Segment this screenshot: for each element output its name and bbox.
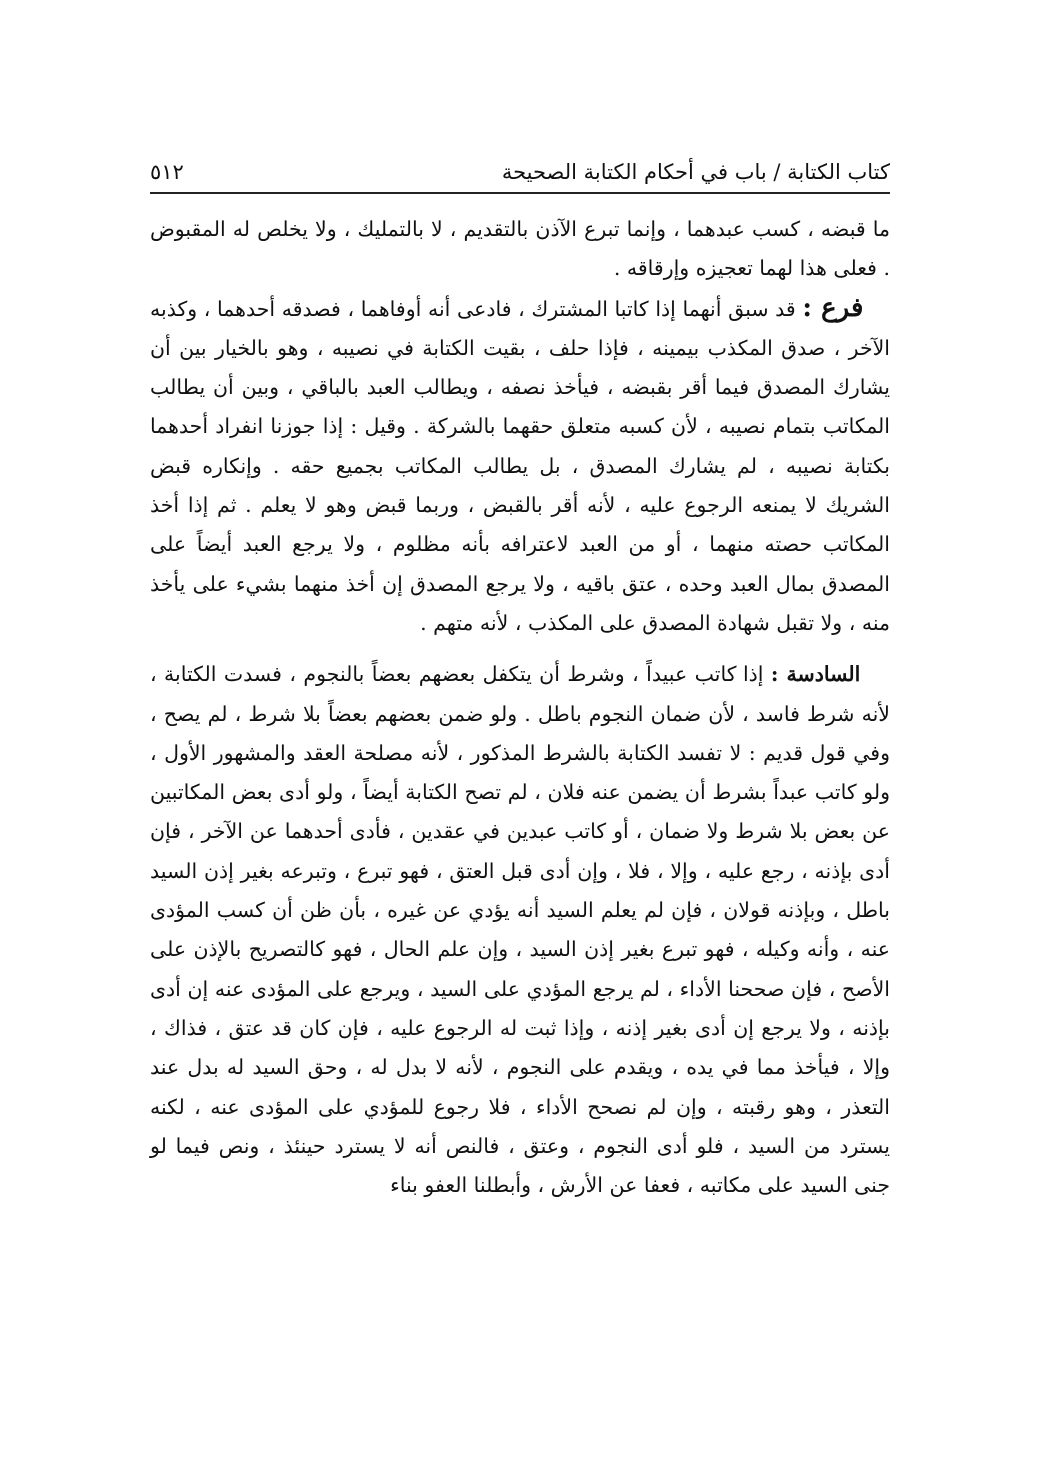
paragraph-text: ما قبضه ، كسب عبدهما ، وإنما تبرع الآذن بالتقديم ، لا بالتمليك ، ولا يخلص له المقبوض . فعلى هذا لهما تعجيزه وإرقاقه .	[150, 217, 890, 281]
page-number: ٥١٢	[150, 160, 184, 184]
page-header	[150, 148, 890, 184]
paragraph-far	[150, 289, 890, 644]
paragraph-text: إذا كاتب عبيداً ، وشرط أن يتكفل بعضهم بعضاً بالنجوم ، فسدت الكتابة ، لأنه شرط فاسد ، لأن ضمان النجوم باطل . ولو ضمن بعضهم بعضاً بلا شرط ، لم يصح ، وفي قول قديم : لا تفسد الكتابة بالشرط المذكور ، لأنه مصلحة العقد والمشهور الأول ، ولو كاتب عبداً بشرط أن يضمن عنه فلان ، لم تصح الكتابة أيضاً ، ولو أدى بعض المكاتبين عن بعض بلا شرط ولا ضمان ، أو كاتب عبدين في عقدين ، فأدى أحدهما عن الآخر ، فإن أدى بإذنه ، رجع عليه ، وإلا ، فلا ، وإن أدى قبل العتق ، فهو تبرع ، وتبرعه بغير إذن السيد باطل ، وبإذنه قولان ، فإن لم يعلم السيد أنه يؤدي عن غيره ، بأن ظن أن كسب المؤدى عنه ، وأنه وكيله ، فهو تبرع بغير إذن السيد ، وإن علم الحال ، فهو كالتصريح بالإذن على الأصح ، فإن صححنا الأداء ، لم يرجع المؤدي على السيد ، ويرجع على المؤدى عنه إن أدى بإذنه ، ولا يرجع إن أدى بغير إذنه ، وإذا ثبت له الرجوع عليه ، فإن كان قد عتق ، فذاك ، وإلا ، فيأخذ مما في يده ، ويقدم على النجوم ، لأنه لا بدل له ، وحق السيد له بدل عند التعذر ، وهو رقبته ، وإن لم نصحح الأداء ، فلا رجوع للمؤدي على المؤدى عنه ، لكنه يسترد من السيد ، فلو أدى النجوم ، وعتق ، فالنص أنه لا يسترد حينئذ ، ونص فيما لو جنى السيد على مكاتبه ، فعفا عن الأرش ، وأبطلنا العفو بناء	[150, 662, 890, 1198]
section-heading-sadisa: السادسة :	[770, 662, 861, 687]
running-title: كتاب الكتابة / باب في أحكام الكتابة الصحيحة	[501, 160, 890, 184]
paragraph-text: قد سبق أنهما إذا كاتبا المشترك ، فادعى أنه أوفاهما ، فصدقه أحدهما ، وكذبه الآخر ، صدق المكذب بيمينه ، فإذا حلف ، بقيت الكتابة في نصيبه ، وهو بالخيار بين أن يشارك المصدق فيما أقر بقبضه ، فيأخذ نصفه ، ويطالب العبد بالباقي ، وبين أن يطالب المكاتب بتمام نصيبه ، لأن كسبه متعلق حقهما بالشركة . وقيل : إذا جوزنا انفراد أحدهما بكتابة نصيبه ، لم يشارك المصدق ، بل يطالب المكاتب بجميع حقه . وإنكاره قبض الشريك لا يمنعه الرجوع عليه ، لأنه أقر بالقبض ، وربما قبض وهو لا يعلم . ثم إذا أخذ المكاتب حصته منهما ، أو من العبد لاعترافه بأنه مظلوم ، ولا يرجع العبد أيضاً على المصدق بمال العبد وحده ، عتق باقيه ، ولا يرجع المصدق إن أخذ منهما بشيء على يأخذ منه ، ولا تقبل شهادة المصدق على المكذب ، لأنه متهم .	[150, 296, 890, 635]
body-text	[150, 210, 890, 1205]
paragraph-continuation	[150, 210, 890, 289]
paragraph-gap	[150, 643, 890, 655]
header-rule	[150, 192, 890, 194]
paragraph-sadisa	[150, 655, 890, 1205]
section-heading-far: فرع :	[802, 292, 864, 323]
